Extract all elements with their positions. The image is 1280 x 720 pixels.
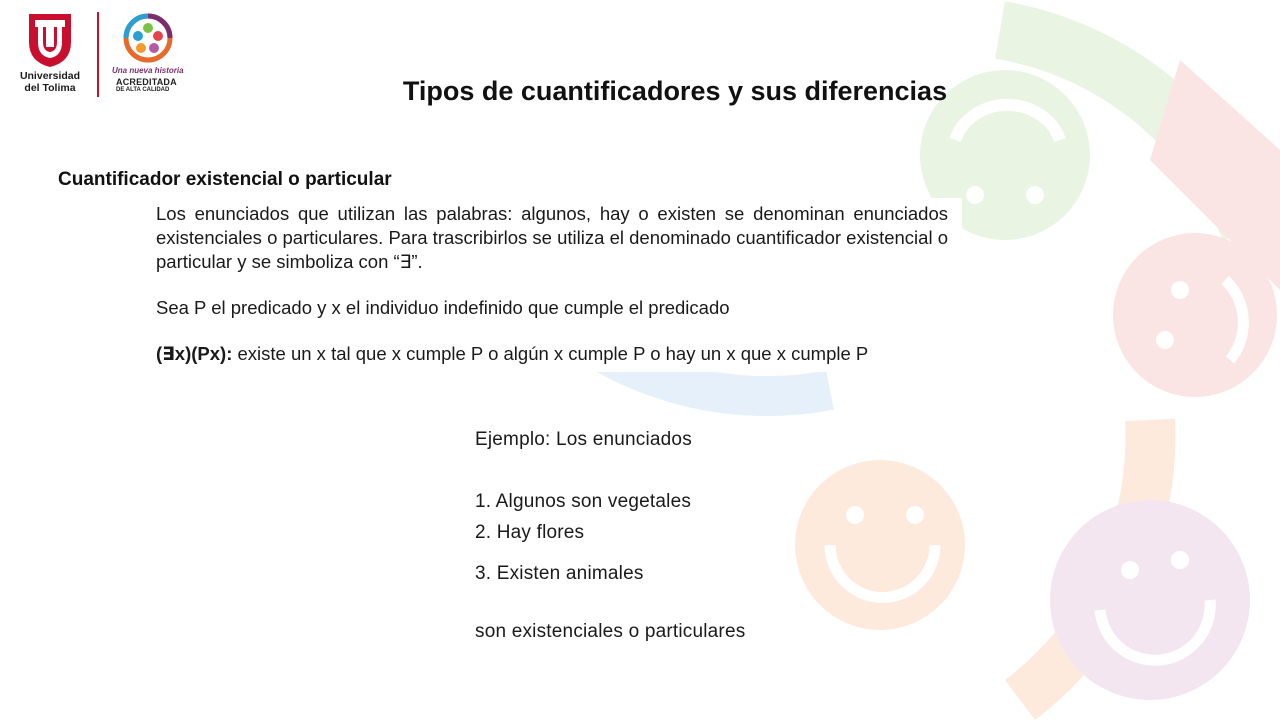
formula-symbol: (∃x)(Px): bbox=[156, 343, 233, 364]
example-conclusion: son existenciales o particulares bbox=[475, 621, 746, 642]
accreditation-sublabel: DE ALTA CALIDAD bbox=[116, 87, 170, 93]
example-item: 1. Algunos son vegetales bbox=[475, 491, 692, 512]
ut-shield-icon bbox=[27, 12, 73, 68]
definition-paragraph: Los enunciados que utilizan las palabras: algunos, hay o existen se denominan enunciados existenciales o particulares. Para trascribirlos se utiliza el denominado cuantificador existencial o particular y se simboliza con “∃”. bbox=[156, 203, 948, 272]
slide-title: Tipos de cuantificadores y sus diferencias bbox=[402, 76, 948, 106]
example-item: 3. Existen animales bbox=[475, 563, 644, 584]
formula-text: existe un x tal que x cumple P o algún x cumple P o hay un x que x cumple P bbox=[232, 343, 869, 364]
predicate-line: Sea P el predicado y x el individuo indefinido que cumple el predicado bbox=[156, 297, 730, 318]
accreditation-label: ACREDITADA bbox=[116, 77, 177, 87]
slide-subtitle: Cuantificador existencial o particular bbox=[58, 169, 392, 190]
university-name: Universidad del Tolima bbox=[19, 70, 81, 94]
accreditation-tagline: Una nueva historia bbox=[112, 66, 184, 75]
definition-passage bbox=[140, 198, 962, 372]
background-face-purple bbox=[1050, 500, 1250, 700]
background-face-red bbox=[1113, 233, 1277, 397]
example-item: 2. Hay flores bbox=[475, 522, 585, 543]
accreditation-circle-icon bbox=[122, 12, 174, 64]
formula-line bbox=[156, 342, 948, 366]
example-intro: Ejemplo: Los enunciados bbox=[475, 429, 692, 450]
